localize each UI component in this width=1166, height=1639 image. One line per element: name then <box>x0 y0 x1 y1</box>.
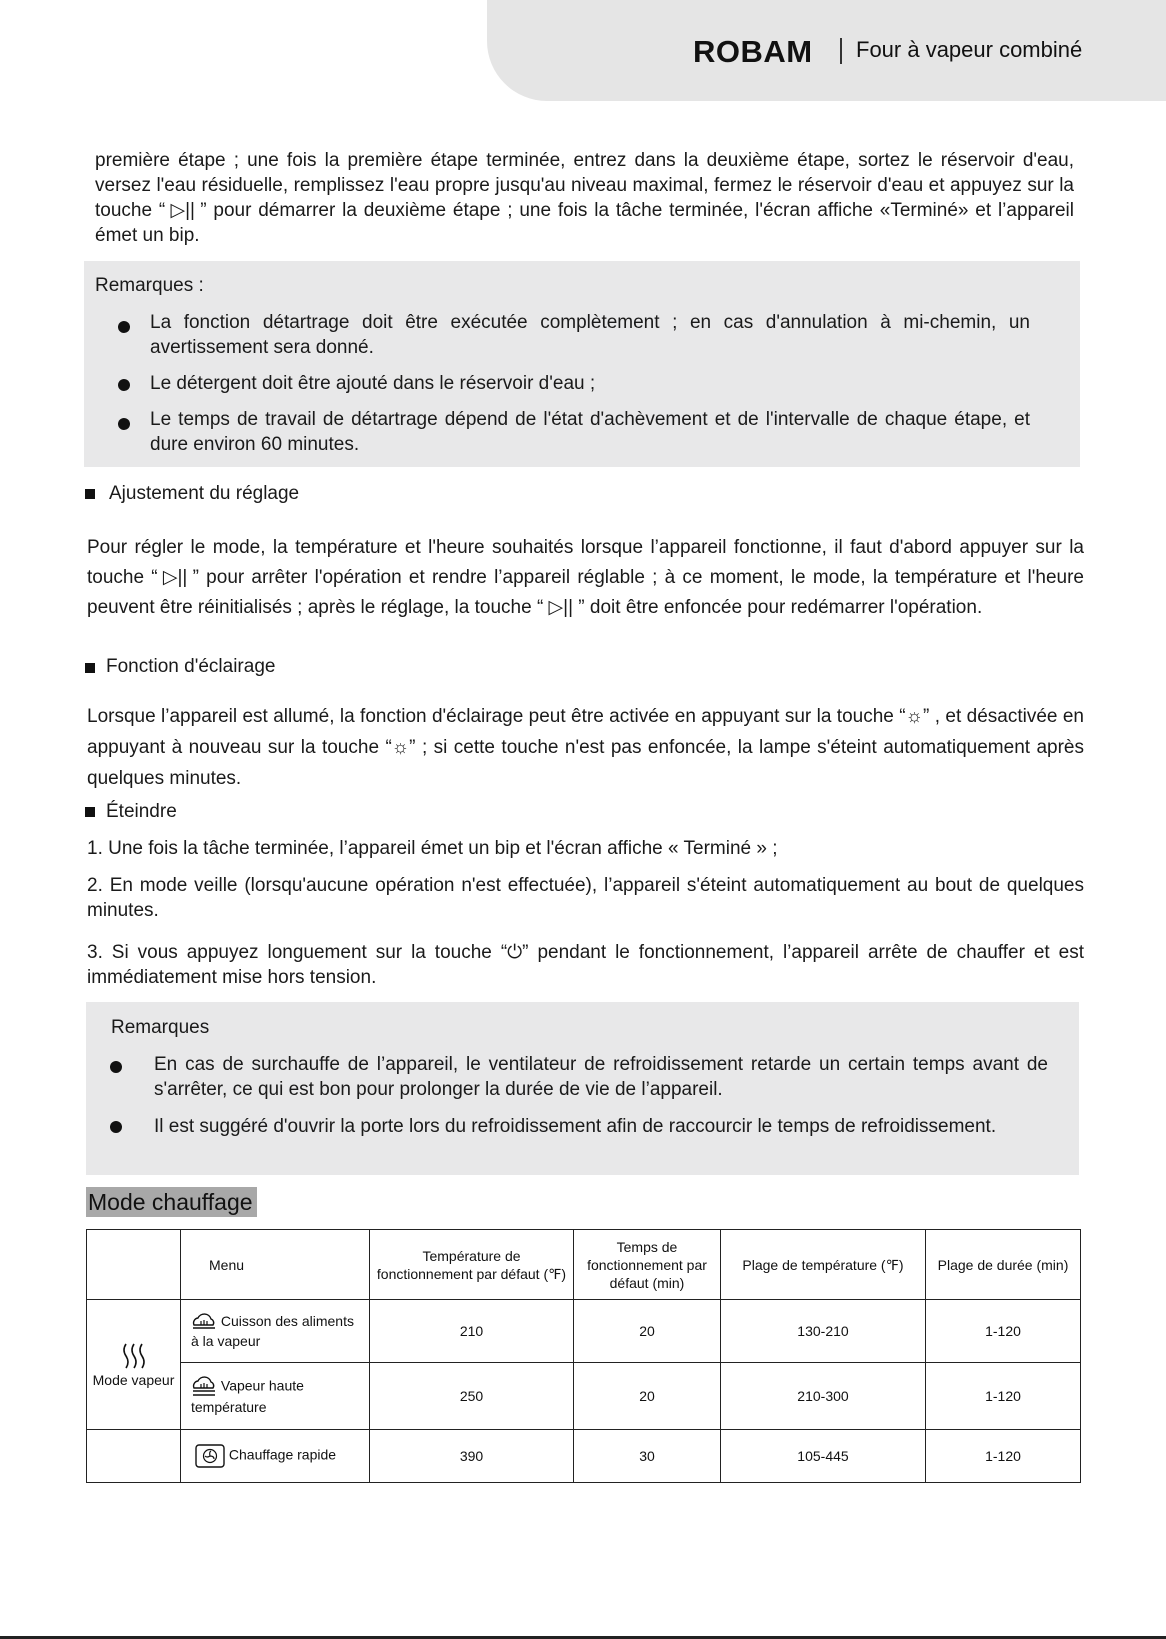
header-time: Temps de fonctionnement par défaut (min) <box>574 1230 721 1300</box>
heading-off: Éteindre <box>106 801 177 822</box>
bullet-dot <box>110 1061 122 1073</box>
table-row <box>87 1363 1081 1430</box>
section-square <box>85 663 95 673</box>
cell-range-temp: 105-445 <box>721 1430 926 1483</box>
group-cell <box>87 1300 181 1430</box>
menu-cell <box>181 1363 370 1430</box>
bullet-dot <box>118 321 130 333</box>
cell-temp: 210 <box>370 1300 574 1363</box>
cell-time: 30 <box>574 1430 721 1483</box>
notes-1-item-2: Le détergent doit être ajouté dans le réservoir d'eau ; <box>150 373 596 394</box>
adjust-paragraph: Pour régler le mode, la température et l'heure souhaités lorsque l’appareil fonctionne, il faut d'abord appuyer sur la touche “ ▷|| ” pour arrêter l'opération et rendre l’appareil réglable ; à ce moment, le mode, la température et l'heure peuvent être réinitialisés ; après le réglage, la touche “ ▷|| ” doit être enfoncée pour redémarrer l'opération. <box>87 533 1084 623</box>
fan-icon <box>195 1444 225 1468</box>
bullet-dot <box>118 379 130 391</box>
brand-logo: ROBAM <box>693 34 813 69</box>
off-item-1: 1. Une fois la tâche terminée, l’appareil émet un bip et l'écran affiche « Terminé » ; <box>87 838 778 859</box>
group-label: Mode vapeur <box>92 1371 175 1388</box>
empty-cell <box>87 1430 181 1483</box>
cell-range-temp: 210-300 <box>721 1363 926 1430</box>
table-header-row <box>87 1230 1081 1300</box>
heading-adjust: Ajustement du réglage <box>109 483 300 504</box>
mode-title: Mode chauffage <box>86 1187 257 1217</box>
steam-mode-icon <box>120 1341 148 1371</box>
menu-item-name: Vapeur haute température <box>191 1377 304 1415</box>
intro-paragraph: première étape ; une fois la première étape terminée, entrez dans la deuxième étape, sortez le réservoir d'eau, versez l'eau résiduelle, remplissez l'eau propre jusqu'au niveau maximal, fermez le réservoir d'eau et appuyez sur la touche “ ▷|| ” pour démarrer la deuxième étape ; une fois la tâche terminée, l'écran affiche «Terminé» et l’appareil émet un bip. <box>95 150 1074 246</box>
notes-2-item-1: En cas de surchauffe de l’appareil, le ventilateur de refroidissement retarde un certain temps avant de s'arrêter, ce qui est bon pour prolonger la durée de vie de l’appareil. <box>154 1054 1048 1100</box>
cell-time: 20 <box>574 1300 721 1363</box>
off-item-3: 3. Si vous appuyez longuement sur la touche “⏻” pendant le fonctionnement, l’appareil arrête de chauffer et est immédiatement mise hors tension. <box>87 942 1084 988</box>
empty-cell <box>87 1230 181 1300</box>
power-key: “⏻” <box>500 942 529 963</box>
cell-range-time: 1-120 <box>926 1300 1081 1363</box>
bullet-dot <box>110 1121 122 1133</box>
notes-2-item-2: Il est suggéré d'ouvrir la porte lors du refroidissement afin de raccourcir le temps de refroidissement. <box>154 1116 997 1137</box>
notes-2-title: Remarques <box>111 1017 210 1038</box>
section-square <box>85 807 95 817</box>
play-pause-key: “ ▷|| ” <box>151 567 199 588</box>
cell-range-temp: 130-210 <box>721 1300 926 1363</box>
heading-light: Fonction d'éclairage <box>106 656 276 677</box>
section-square <box>85 489 95 499</box>
mode-table <box>86 1229 1081 1483</box>
off-item-2: 2. En mode veille (lorsqu'aucune opération n'est effectuée), l’appareil s'éteint automatiquement au bout de quelques minutes. <box>87 875 1084 921</box>
cell-range-time: 1-120 <box>926 1430 1081 1483</box>
header-range-time: Plage de durée (min) <box>926 1230 1081 1300</box>
light-key: “☼” <box>899 706 930 727</box>
light-key: “☼” <box>385 737 416 758</box>
table-row <box>87 1430 1081 1483</box>
steam-cloud-icon <box>191 1312 217 1332</box>
cell-temp: 390 <box>370 1430 574 1483</box>
play-pause-key: “ ▷|| ” <box>158 200 207 221</box>
cell-range-time: 1-120 <box>926 1363 1081 1430</box>
bullet-dot <box>118 418 130 430</box>
notes-1-item-1: La fonction détartrage doit être exécutée complètement ; en cas d'annulation à mi-chemin, un avertissement sera donné. <box>150 312 1030 358</box>
header-menu: Menu <box>181 1230 370 1300</box>
header-separator <box>840 38 842 64</box>
light-paragraph: Lorsque l’appareil est allumé, la fonction d'éclairage peut être activée en appuyant sur la touche “☼” , et désactivée en appuyant à nouveau sur la touche “☼” ; si cette touche n'est pas enfoncée, la lampe s'éteint automatiquement après quelques minutes. <box>87 701 1084 794</box>
play-pause-key: “ ▷|| ” <box>536 597 585 618</box>
menu-cell <box>181 1300 370 1363</box>
menu-cell <box>181 1430 370 1483</box>
header-subtitle: Four à vapeur combiné <box>856 37 1083 62</box>
header-range-temp: Plage de température (℉) <box>721 1230 926 1300</box>
header-temp: Température de fonctionnement par défaut (℉) <box>370 1230 574 1300</box>
high-steam-icon <box>191 1376 217 1398</box>
menu-item-name: Cuisson des aliments à la vapeur <box>191 1312 354 1350</box>
cell-time: 20 <box>574 1363 721 1430</box>
menu-item-name: Chauffage rapide <box>228 1446 337 1463</box>
notes-1-title: Remarques : <box>95 275 204 296</box>
notes-1-item-3: Le temps de travail de détartrage dépend de l'état d'achèvement et de l'intervalle de chaque étape, et dure environ 60 minutes. <box>150 409 1030 455</box>
table-row <box>87 1300 1081 1363</box>
cell-temp: 250 <box>370 1363 574 1430</box>
